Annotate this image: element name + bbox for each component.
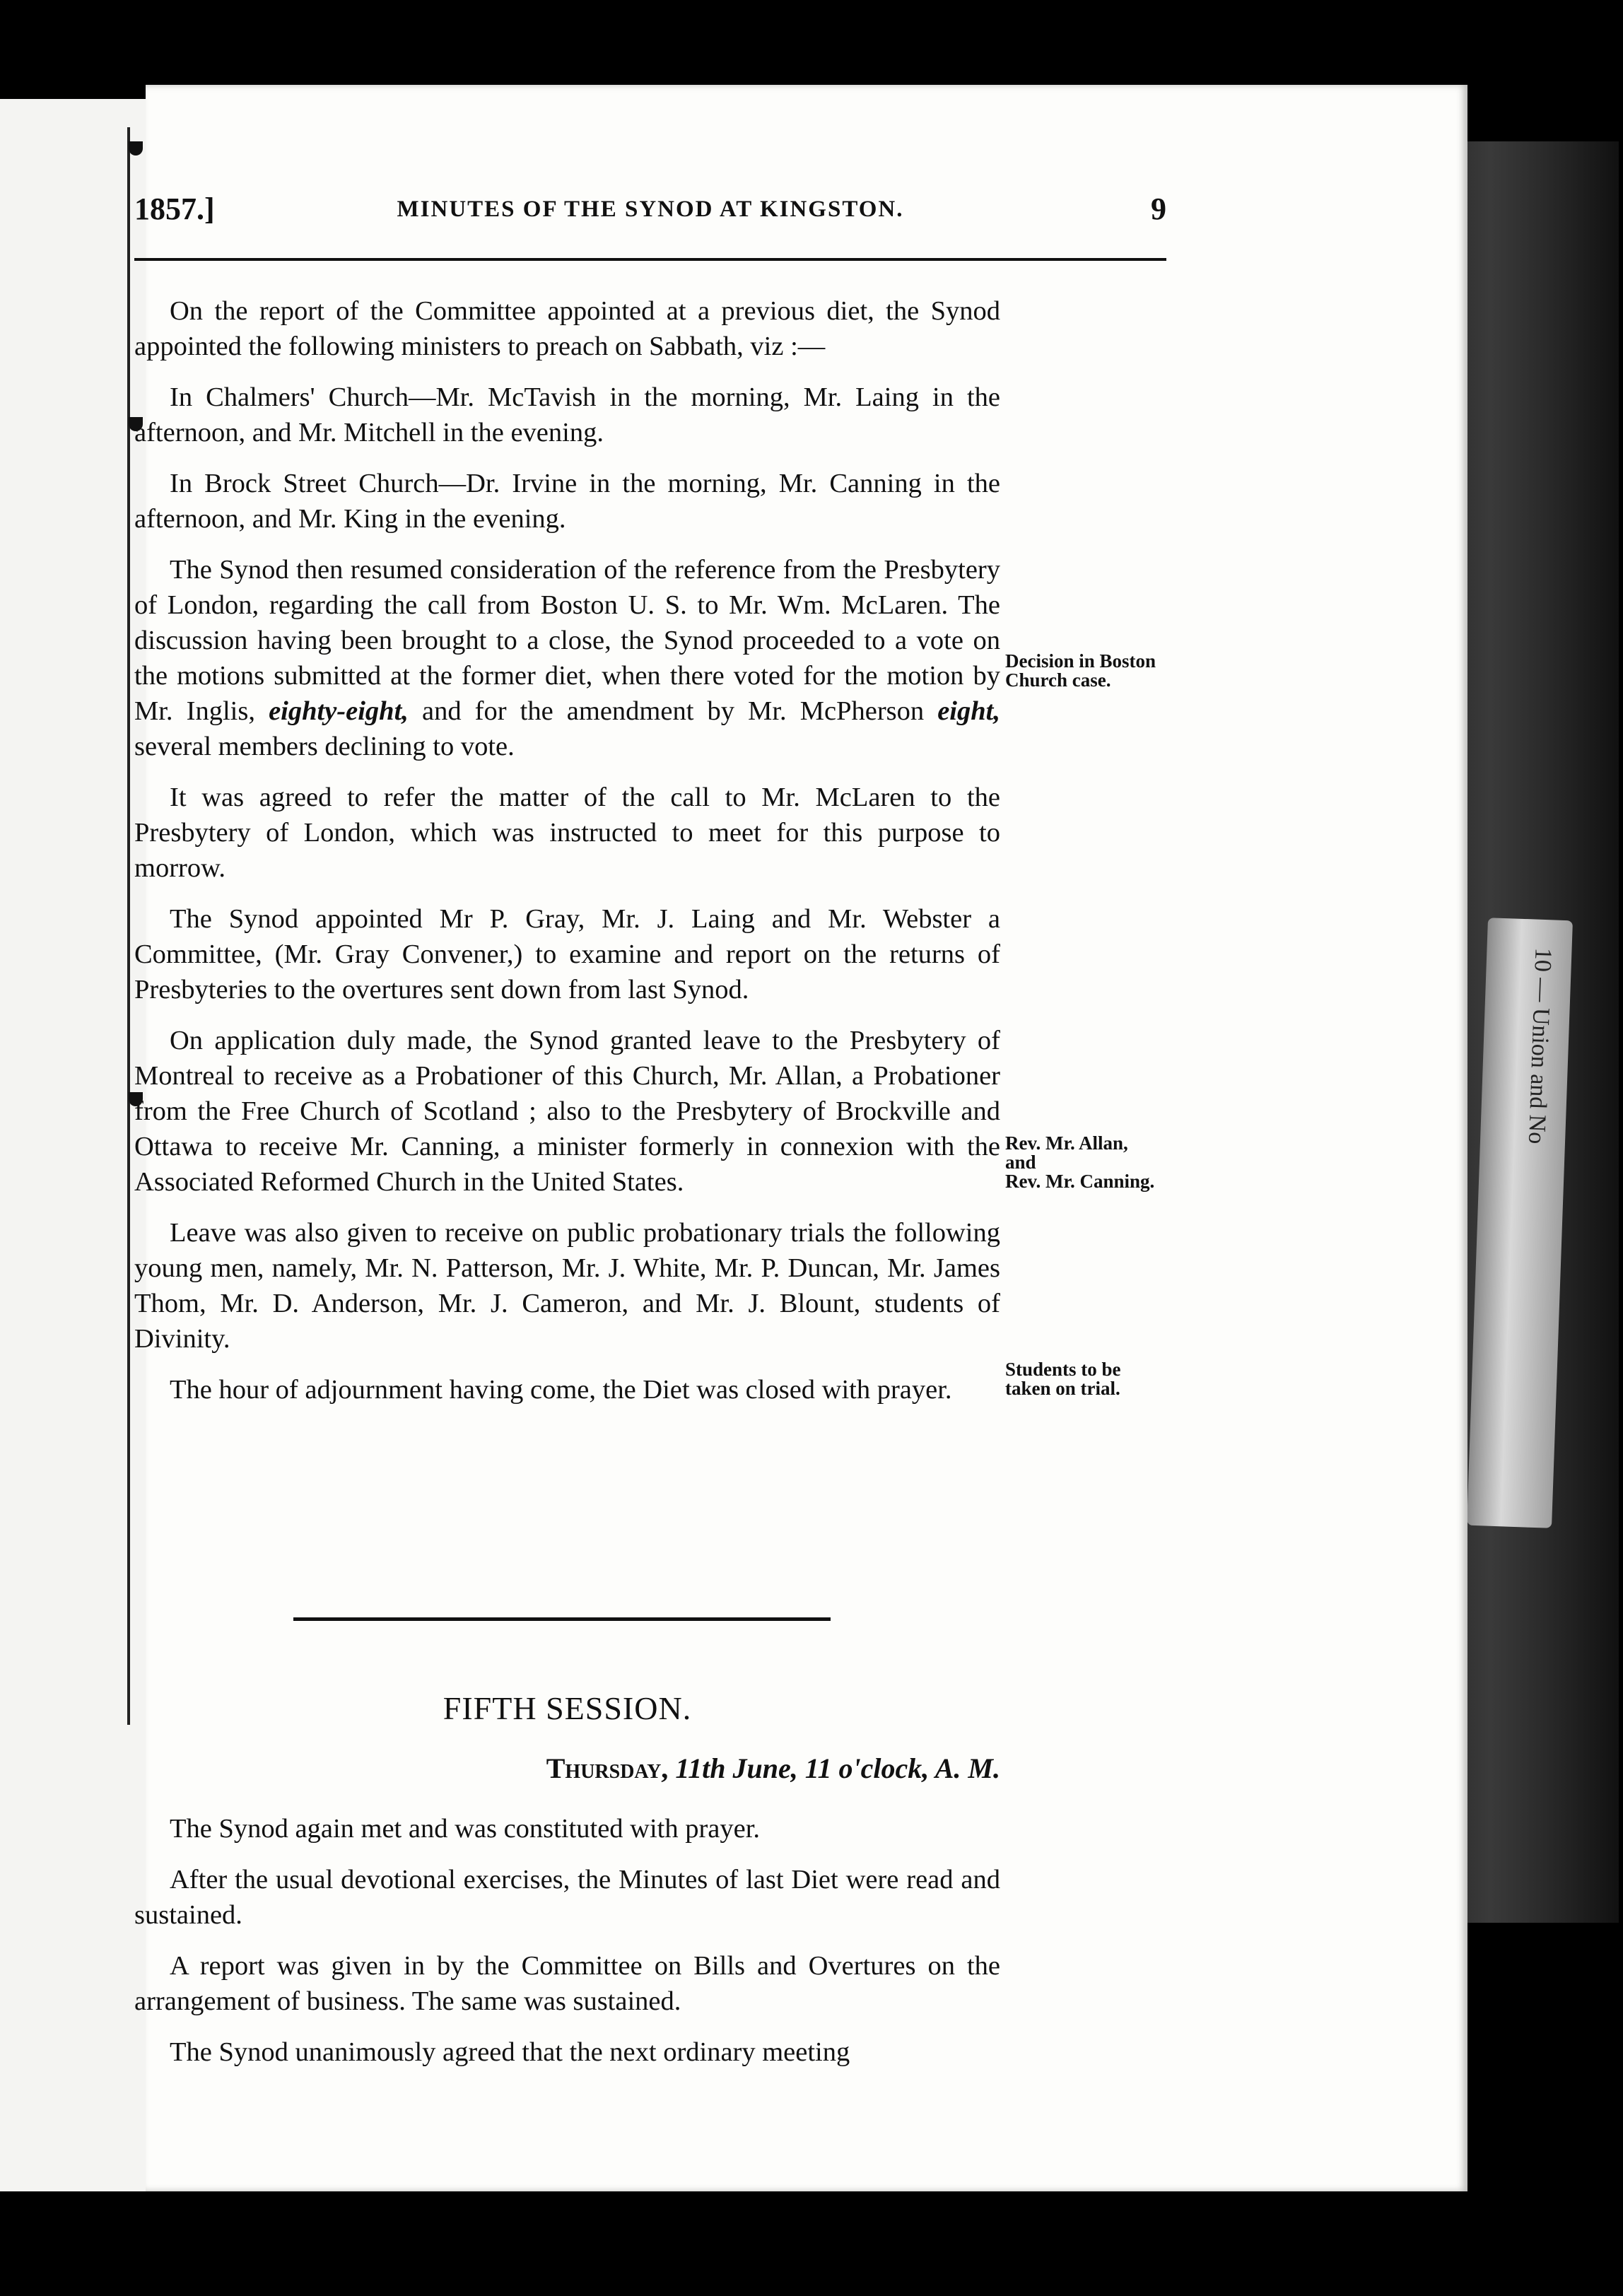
paragraph-bills-overtures: A report was given in by the Committee on Bills and Overtures on the arrangement of business. The same was sustained. (134, 1951, 1000, 2016)
paragraph-brock-street: In Brock Street Church—Dr. Irvine in the morning, Mr. Canning in the afternoon, and Mr. King in the evening. (134, 469, 1000, 534)
margin-note-allan-canning: Rev. Mr. Allan, and Rev. Mr. Canning. (1005, 1132, 1155, 1192)
header-title: MINUTES OF THE SYNOD AT KINGSTON. (397, 197, 904, 222)
session-text-column (134, 1811, 1000, 2070)
paragraph-adjournment: The hour of adjournment having come, the Diet was closed with prayer. (170, 1375, 952, 1405)
running-header (134, 191, 1166, 233)
spine-mark (129, 141, 143, 156)
section-separator (293, 1617, 831, 1621)
paragraph-refer-call: It was agreed to refer the matter of the call to Mr. McLaren to the Presbytery of London, which was instructed to meet for this purpose to morrow. (134, 783, 1000, 883)
vote-text-after: several members declining to vote. (134, 732, 515, 761)
page-number: 9 (1151, 192, 1166, 226)
main-text-column (134, 293, 1000, 1407)
paragraph-probationers: On application duly made, the Synod granted leave to the Presbytery of Montreal to receive as a Probationer of this Church, Mr. Allan, a Probationer from the Free Church of Scotland ; also to the Presbytery of Brockville and Ottawa to receive Mr. Canning, a minister formerly in connexion with the Associated Reformed Church in the United States. (134, 1026, 1000, 1197)
session-title: FIFTH SESSION. (443, 1690, 692, 1726)
paragraph-minutes-read: After the usual devotional exercises, the Minutes of last Diet were read and sustained. (134, 1865, 1000, 1930)
paragraph-chalmers: In Chalmers' Church—Mr. McTavish in the morning, Mr. Laing in the afternoon, and Mr. Mitchell in the evening. (134, 382, 1000, 447)
vote-text-middle: and for the amendment by Mr. McPherson (408, 696, 938, 726)
paragraph-preachers: On the report of the Committee appointed at a previous diet, the Synod appointed the following ministers to preach on Sabbath, viz :— (134, 296, 1000, 361)
margin-note-students: Students to be taken on trial. (1005, 1359, 1121, 1399)
facing-page-edge (0, 99, 148, 2191)
session-day: Thursday, (546, 1752, 669, 1784)
header-rule (134, 258, 1166, 261)
paragraph-constituted: The Synod again met and was constituted with prayer. (170, 1814, 761, 1844)
header-year: 1857.] (134, 192, 215, 226)
bookmark-tab-text: 10 — Union and No (1523, 947, 1557, 1145)
paragraph-next-meeting: The Synod unanimously agreed that the next ordinary meeting (170, 2037, 850, 2067)
paragraph-vote (134, 552, 1000, 764)
motion-count: eighty-eight, (269, 696, 409, 726)
amendment-count: eight, (937, 696, 1000, 726)
margin-note-boston: Decision in Boston Church case. (1005, 650, 1156, 691)
session-date (134, 1752, 1000, 1785)
paragraph-committee: The Synod appointed Mr P. Gray, Mr. J. Laing and Mr. Webster a Committee, (Mr. Gray Convener,) to examine and report on the returns of Presbyteries to the overtures sent down from last Synod. (134, 904, 1000, 1004)
session-date-time: 11th June, 11 o'clock, A. M. (675, 1752, 1000, 1784)
vote-text-before: The Synod then resumed consideration of the reference from the Presbytery of London, regarding the call from Boston U. S. to Mr. Wm. McLaren. The discussion having been brought to a close, the Synod proceeded to a vote on the motions submitted at the former diet, when there voted for the motion by Mr. Inglis, (134, 555, 1000, 726)
paragraph-students: Leave was also given to receive on public probationary trials the following young men, namely, Mr. N. Patterson, Mr. J. White, Mr. P. Duncan, Mr. James Thom, Mr. D. Anderson, Mr. J. Cameron, and Mr. J. Blount, students of Divinity. (134, 1218, 1000, 1354)
